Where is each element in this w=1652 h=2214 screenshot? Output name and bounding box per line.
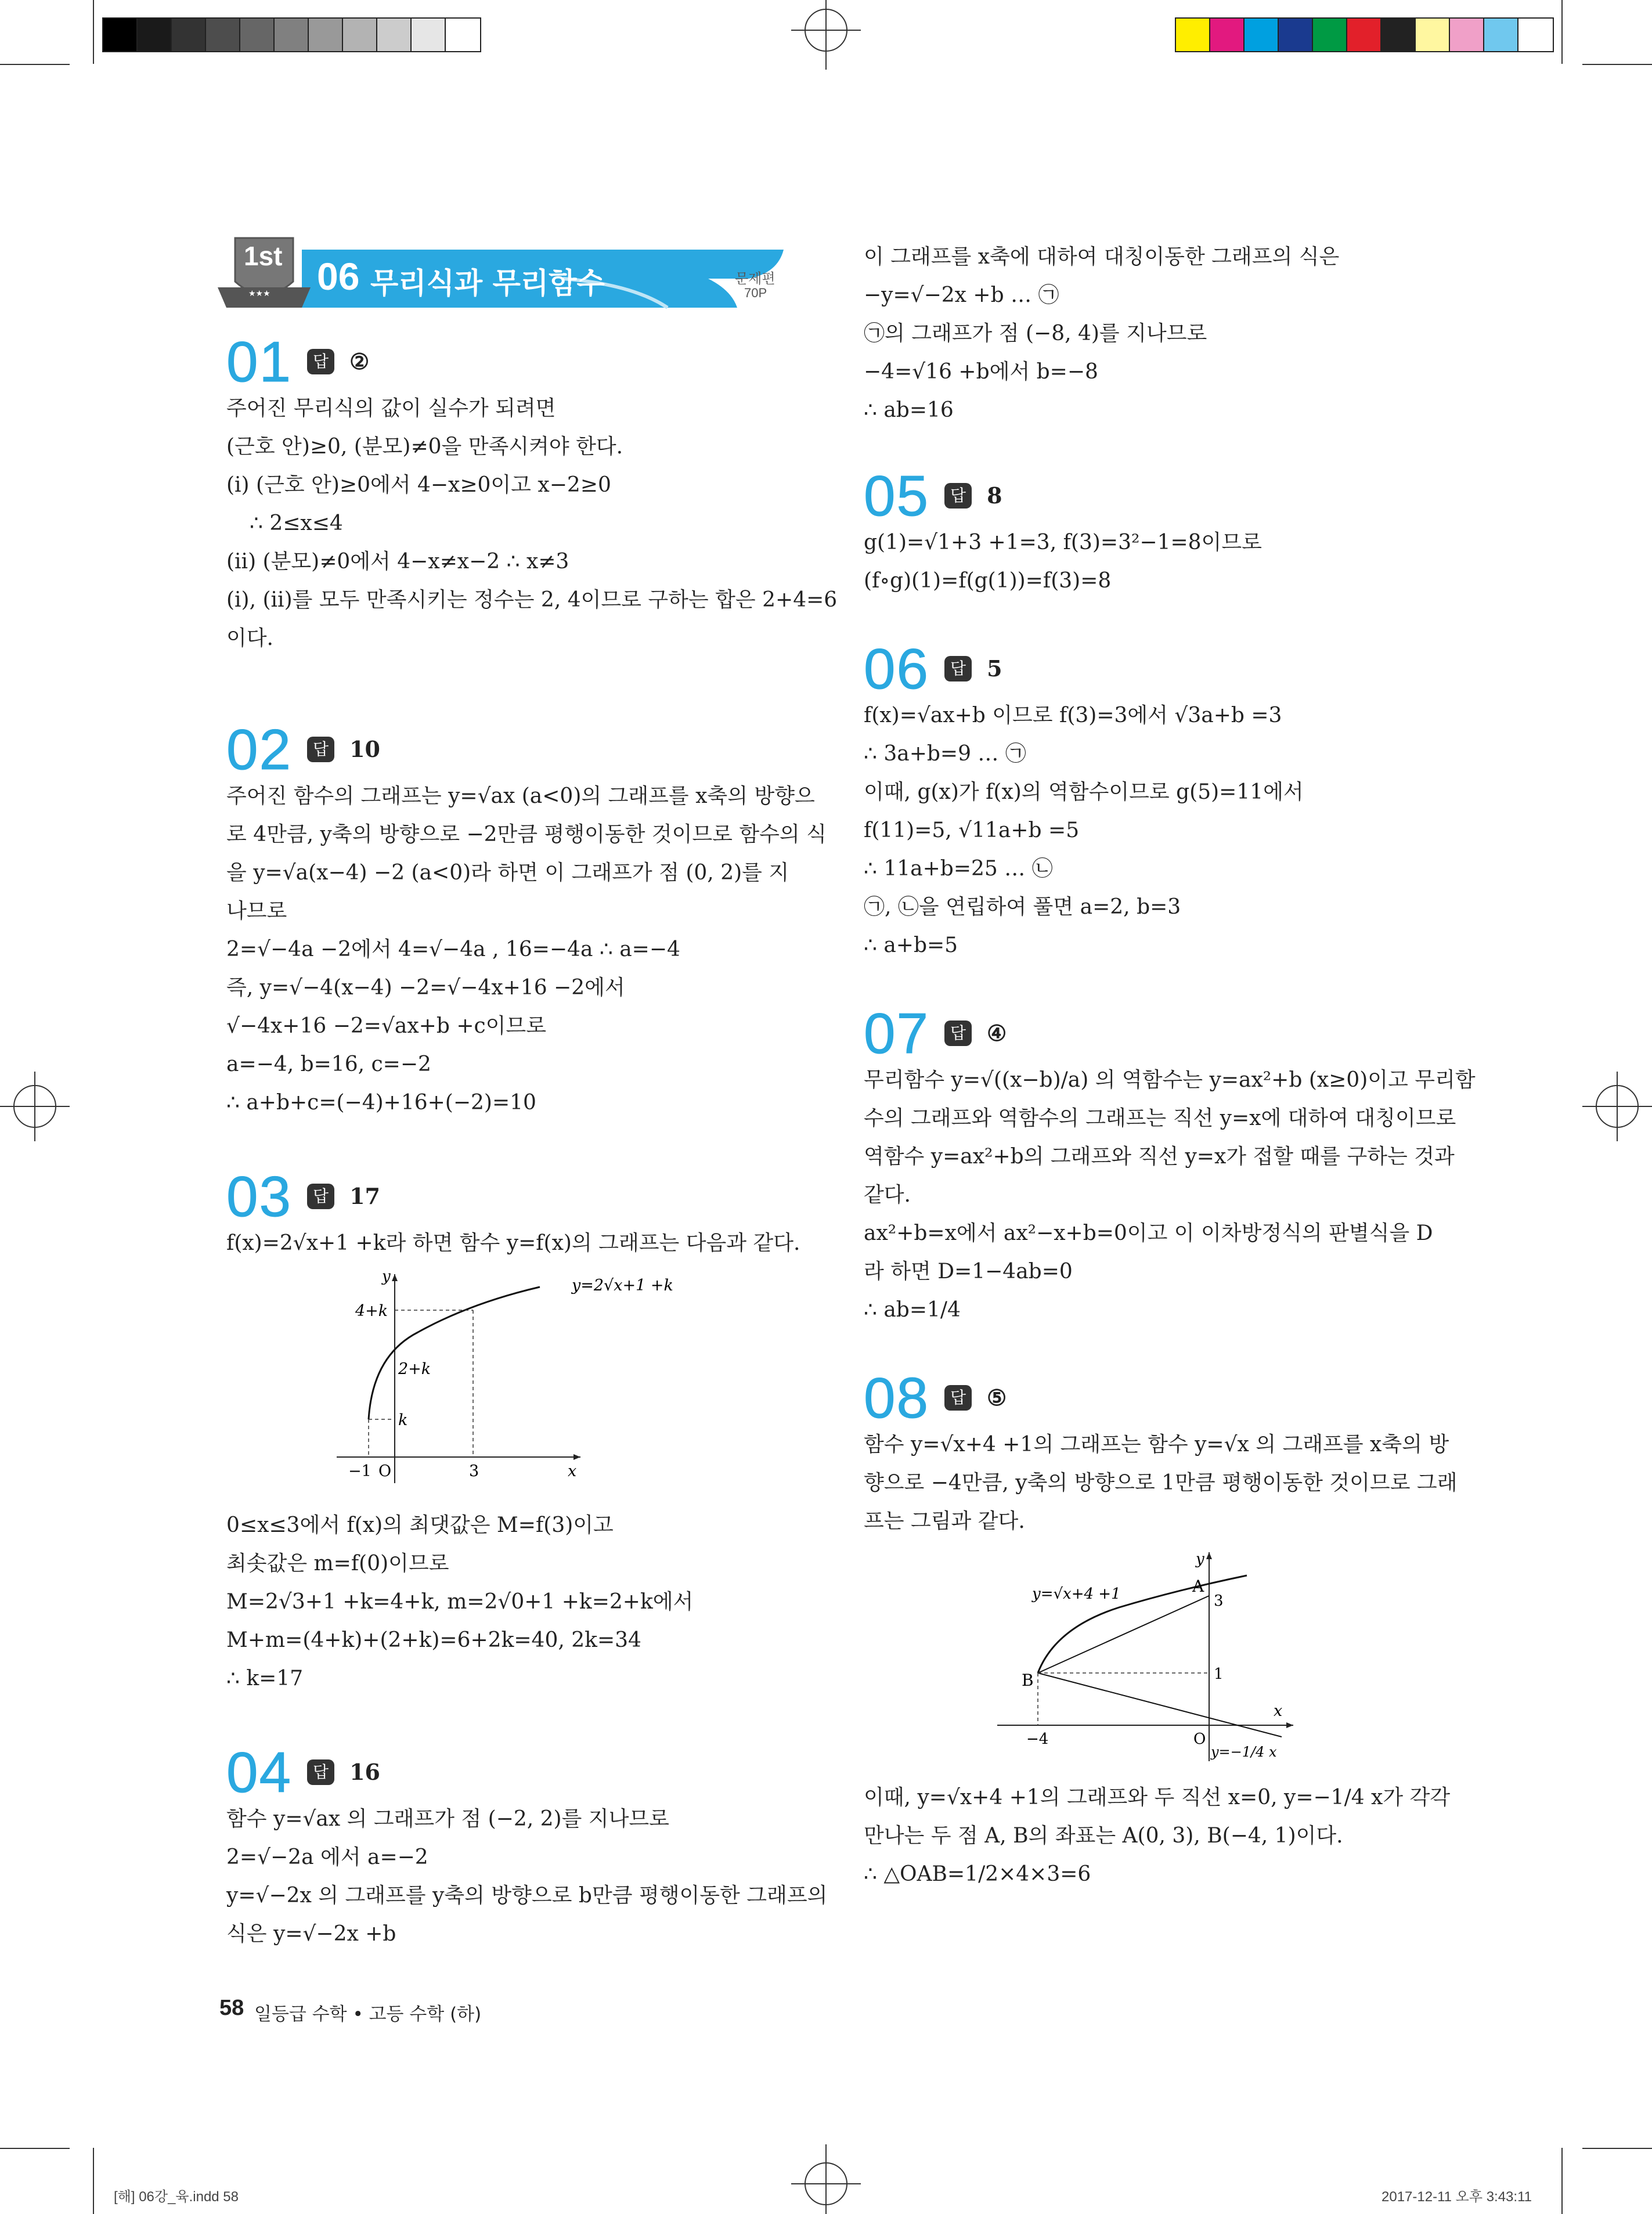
text-line: (f∘g)(1)=f(g(1))=f(3)=8 <box>864 569 1112 593</box>
graph-label: 1 <box>1214 1665 1224 1683</box>
text-line: ax²+b=x에서 ax²−x+b=0이고 이 이차방정식의 판별식을 D <box>864 1221 1433 1245</box>
text-line: 함수 y=√x+4 +1의 그래프는 함수 y=√x 의 그래프를 x축의 방 <box>864 1433 1449 1456</box>
text-line: 주어진 무리식의 값이 실수가 되려면 <box>226 396 556 420</box>
crop-mark <box>93 0 94 64</box>
graph-label: B <box>1022 1671 1034 1690</box>
ref-page: 70P <box>744 286 767 300</box>
left-column <box>226 330 838 1953</box>
text-line: 이때, y=√x+4 +1의 그래프와 두 직선 x=0, y=−1/4 x가 각각 <box>864 1786 1451 1809</box>
graph-label: O <box>378 1462 392 1480</box>
question-header-07 <box>864 1001 1433 1065</box>
answer-value: 16 <box>349 1759 380 1785</box>
color-bar <box>1175 17 1554 52</box>
answer-value: 17 <box>349 1183 380 1209</box>
crop-mark <box>93 2148 94 2214</box>
registration-mark-bottom <box>780 2121 872 2214</box>
crop-mark <box>1582 64 1652 65</box>
timestamp: 2017-12-11 오후 3:43:11 <box>1382 2189 1532 2205</box>
page-number: 58 <box>219 1996 244 2020</box>
graph-label: 3 <box>469 1462 479 1480</box>
text-line: 0≤x≤3에서 f(x)의 최댓값은 M=f(3)이고 <box>226 1513 614 1537</box>
text-line: ∴ △OAB=1/2×4×3=6 <box>864 1862 1091 1886</box>
text-line: 로 4만큼, y축의 방향으로 −2만큼 평행이동한 것이므로 함수의 식 <box>226 823 827 846</box>
answer-tag: 답 <box>307 1759 334 1785</box>
text-line: 같다. <box>864 1183 911 1207</box>
question-number: 01 <box>226 330 293 394</box>
section-title: 무리식과 무리함수 <box>370 266 605 300</box>
text-line: 라 하면 D=1−4ab=0 <box>864 1260 1073 1283</box>
text-line: M=2√3+1 +k=4+k, m=2√0+1 +k=2+k에서 <box>226 1590 694 1614</box>
grayscale-bar <box>102 17 481 52</box>
text-line: f(x)=√ax+b 이므로 f(3)=3에서 √3a+b =3 <box>864 704 1282 727</box>
graph-q03 <box>226 1263 795 1495</box>
answer-value: ④ <box>987 1020 1007 1046</box>
graph-label: y=−1/4 x <box>1211 1744 1277 1760</box>
ref-label: 문제편 <box>735 271 775 287</box>
section-header <box>226 238 795 308</box>
text-line: 2=√−2a 에서 a=−2 <box>226 1845 428 1869</box>
crop-mark <box>0 64 70 65</box>
answer-tag: 답 <box>944 483 972 509</box>
text-line: a=−4, b=16, c=−2 <box>226 1052 431 1076</box>
text-line: −y=√−2x +b … ㉠ <box>864 283 1059 307</box>
text-line: (ⅰ) (근호 안)≥0에서 4−x≥0이고 x−2≥0 <box>226 473 611 497</box>
text-line: 이때, g(x)가 f(x)의 역함수이므로 g(5)=11에서 <box>864 780 1304 804</box>
graph-label: −4 <box>1026 1730 1049 1748</box>
question-number: 04 <box>226 1740 293 1804</box>
answer-value: ② <box>349 348 370 374</box>
text-line: ㉠의 그래프가 점 (−8, 4)를 지나므로 <box>864 322 1207 345</box>
question-header-04 <box>226 1740 795 1804</box>
registration-mark-left <box>0 1060 93 1153</box>
text-line: 무리함수 y=√((x−b)/a) 의 역함수는 y=ax²+b (x≥0)이고 무리함 <box>864 1068 1476 1092</box>
question-number: 02 <box>226 717 293 781</box>
first-badge: 1st <box>244 241 283 271</box>
answer-value: 10 <box>349 736 380 762</box>
text-line: 역함수 y=ax²+b의 그래프와 직선 y=x가 접할 때를 구하는 것과 <box>864 1145 1455 1169</box>
text-line: ∴ 11a+b=25 … ㉡ <box>864 857 1053 881</box>
text-line: ∴ a+b+c=(−4)+16+(−2)=10 <box>226 1091 536 1115</box>
text-line: −4=√16 +b에서 b=−8 <box>864 360 1098 384</box>
answer-tag: 답 <box>307 349 334 374</box>
registration-mark-top <box>780 0 872 93</box>
text-line: 2=√−4a −2에서 4=√−4a , 16=−4a ∴ a=−4 <box>226 937 680 961</box>
text-line: 프는 그림과 같다. <box>864 1509 1025 1533</box>
graph-label: x <box>568 1462 577 1480</box>
question-header-02 <box>226 717 795 781</box>
text-line: g(1)=√1+3 +1=3, f(3)=3²−1=8이므로 <box>864 531 1262 554</box>
crop-mark <box>1582 2148 1652 2149</box>
text-line: ∴ ab=1/4 <box>864 1298 961 1322</box>
crop-mark <box>0 2148 70 2149</box>
text-line: 나므로 <box>226 899 287 923</box>
text-line: 향으로 −4만큼, y축의 방향으로 1만큼 평행이동한 것이므로 그래 <box>864 1471 1458 1495</box>
book-title: 일등급 수학 • 고등 수학 (하) <box>254 2004 482 2025</box>
text-line: ∴ a+b=5 <box>864 933 958 957</box>
graph-label: 4+k <box>355 1302 388 1320</box>
text-line: (근호 안)≥0, (분모)≠0을 만족시켜야 한다. <box>226 435 623 459</box>
text-line: 만나는 두 점 A, B의 좌표는 A(0, 3), B(−4, 1)이다. <box>864 1824 1343 1848</box>
graph-label: 3 <box>1214 1592 1224 1610</box>
crop-mark <box>1561 0 1563 64</box>
answer-tag: 답 <box>944 656 972 681</box>
crop-mark <box>1561 2148 1563 2214</box>
question-number: 07 <box>864 1001 930 1065</box>
text-line: 주어진 함수의 그래프는 y=√ax (a<0)의 그래프를 x축의 방향으 <box>226 784 815 808</box>
graph-label: −1 <box>348 1462 371 1480</box>
question-header-06 <box>864 637 1433 701</box>
graph-label: y <box>382 1268 391 1285</box>
graph-label: k <box>398 1411 408 1429</box>
right-column <box>864 238 1476 1894</box>
file-info: [해] 06강_육.indd 58 <box>114 2189 239 2205</box>
text-line: y=√−2x 의 그래프를 y축의 방향으로 b만큼 평행이동한 그래프의 <box>226 1884 828 1907</box>
text-line: ∴ k=17 <box>226 1667 304 1690</box>
text-line: 이다. <box>226 626 273 650</box>
answer-value: ⑤ <box>987 1384 1007 1411</box>
graph-q08 <box>864 1541 1433 1773</box>
answer-tag: 답 <box>944 1385 972 1411</box>
text-line: 을 y=√a(x−4) −2 (a<0)라 하면 이 그래프가 점 (0, 2)를 지 <box>226 861 789 885</box>
text-line: 이 그래프를 x축에 대하여 대칭이동한 그래프의 식은 <box>864 245 1340 269</box>
question-number: 03 <box>226 1164 293 1228</box>
registration-mark-right <box>1559 1060 1652 1153</box>
graph-label: y=2√x+1 +k <box>572 1277 673 1294</box>
text-line: (ⅱ) (분모)≠0에서 4−x≠x−2 ∴ x≠3 <box>226 550 569 574</box>
text-line: 수의 그래프와 역함수의 그래프는 직선 y=x에 대하여 대칭이므로 <box>864 1106 1456 1130</box>
question-header-05 <box>864 464 1433 528</box>
question-number: 05 <box>864 464 930 528</box>
graph-label: x <box>1274 1702 1283 1720</box>
text-line: M+m=(4+k)+(2+k)=6+2k=40, 2k=34 <box>226 1628 641 1652</box>
text-line: f(x)=2√x+1 +k라 하면 함수 y=f(x)의 그래프는 다음과 같다. <box>226 1231 800 1255</box>
graph-label: y=√x+4 +1 <box>1032 1585 1121 1603</box>
text-line: f(11)=5, √11a+b =5 <box>864 818 1080 842</box>
text-line: 식은 y=√−2x +b <box>226 1922 396 1946</box>
question-number: 08 <box>864 1366 930 1430</box>
text-line: 함수 y=√ax 의 그래프가 점 (−2, 2)를 지나므로 <box>226 1807 669 1831</box>
text-line: ㉠, ㉡을 연립하여 풀면 a=2, b=3 <box>864 895 1181 919</box>
answer-value: 5 <box>987 655 1002 681</box>
answer-value: 8 <box>987 482 1002 509</box>
answer-tag: 답 <box>944 1021 972 1046</box>
section-number: 06 <box>317 255 360 298</box>
text-line: √−4x+16 −2=√ax+b +c이므로 <box>226 1014 546 1038</box>
graph-label: A <box>1192 1577 1204 1596</box>
graph-label: y <box>1196 1550 1204 1568</box>
text-line: ∴ ab=16 <box>864 398 954 422</box>
text-line: 즉, y=√−4(x−4) −2=√−4x+16 −2에서 <box>226 976 625 1000</box>
graph-label: 2+k <box>398 1360 431 1378</box>
text-line: ∴ 2≤x≤4 <box>250 511 343 535</box>
answer-tag: 답 <box>307 737 334 762</box>
question-header-01 <box>226 330 795 394</box>
svg-text:★★★: ★★★ <box>248 289 270 298</box>
text-line: (ⅰ), (ⅱ)를 모두 만족시키는 정수는 2, 4이므로 구하는 합은 2+4=6 <box>226 588 838 612</box>
answer-tag: 답 <box>307 1184 334 1209</box>
question-header-03 <box>226 1164 795 1228</box>
question-number: 06 <box>864 637 930 701</box>
graph-label: O <box>1193 1730 1206 1748</box>
text-line: ∴ 3a+b=9 … ㉠ <box>864 742 1026 766</box>
question-header-08 <box>864 1366 1433 1430</box>
text-line: 최솟값은 m=f(0)이므로 <box>226 1552 449 1575</box>
